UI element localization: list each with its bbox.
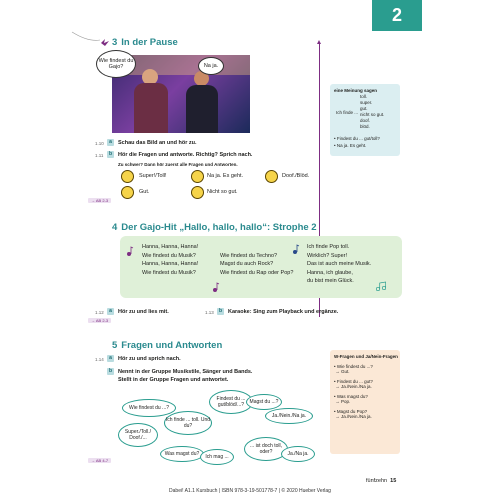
- speech-bubble: Ja./Nein./Na ja.: [265, 408, 313, 424]
- bird-icon: [100, 38, 110, 47]
- lyric-line: Magst du auch Rock?: [220, 261, 274, 267]
- wfragen-item: • Was magst du? → Pop.: [334, 393, 368, 404]
- wfragen-item: • Findest du ... gut? → Ja./Nein./Na ja.: [334, 378, 373, 389]
- speech-bubble-answer: Na ja.: [198, 57, 224, 75]
- smiley-naja-icon: [191, 170, 204, 183]
- track-number: 1.14: [95, 357, 104, 362]
- task-label-a: a: [107, 308, 114, 315]
- workbook-ref: → AB 2-3: [88, 318, 111, 323]
- task-hint: Zu schwer? Dann hör zuerst alle Fragen und Antworten.: [118, 162, 238, 167]
- answer-super: Super!/Toll!: [139, 173, 167, 179]
- lyric-line: Hanna, ich glaube,: [307, 269, 353, 276]
- task-5b-line2: Stellt in der Gruppe Fragen und antwortet.: [118, 377, 229, 383]
- rule-arrow-icon: [317, 40, 321, 44]
- music-note-icon: [376, 281, 386, 291]
- chapter-tab: 2: [372, 0, 422, 31]
- lyric-line: Wie findest du Musik?: [142, 269, 196, 276]
- music-note-icon: [126, 246, 134, 256]
- task-label-b: b: [108, 368, 113, 374]
- smiley-gut-icon: [121, 186, 134, 199]
- task-4b: Karaoke: Sing zum Playback und ergänze.: [228, 309, 339, 315]
- answer-nicht-gut: Nicht so gut.: [207, 189, 238, 195]
- track-number: 1.10: [95, 141, 104, 146]
- section-4-title: 4 Der Gajo-Hit „Hallo, hallo, hallo“: Strophe 2: [112, 222, 317, 233]
- task-5b-line1: Nennt in der Gruppe Musikstile, Sänger und Bands.: [118, 369, 253, 375]
- lyric-line: Hanna, Hanna, Hanna!: [142, 244, 199, 250]
- speech-bubble: ... ist doch toll, oder?: [244, 437, 288, 461]
- wfragen-box-title: W-Fragen und Ja/Nein-Fragen: [334, 354, 398, 359]
- workbook-ref: → AB 2-3: [88, 198, 111, 203]
- opinion-extra: • Findest du ... gut/toll?: [334, 136, 380, 141]
- speech-bubble: Ja./Na ja.: [281, 446, 315, 462]
- task-label-b: b: [218, 308, 223, 314]
- speech-bubble: Super./Toll./ Doof./...: [118, 423, 158, 447]
- track-number: 1.11: [95, 153, 104, 158]
- task-label-a: a: [107, 355, 114, 362]
- lyric-line: Wie findest du Rap oder Pop?: [220, 269, 294, 276]
- lyric-line: Das ist auch meine Musik.: [307, 261, 372, 267]
- wfragen-box: [330, 350, 400, 454]
- opinion-option: blöd.: [360, 124, 370, 129]
- wfragen-item: • Wie findest du ...? → Gut.: [334, 363, 373, 374]
- task-4a: Hör zu und lies mit.: [118, 309, 169, 315]
- smiley-doof-icon: [265, 170, 278, 183]
- section-3-title: 3 In der Pause: [112, 37, 178, 48]
- speech-bubble: Wie findest du ...?: [122, 399, 176, 417]
- workbook-ref: → AB 4-7: [88, 458, 111, 463]
- task-label-a: a: [107, 139, 114, 146]
- lyric-line: Ich finde Pop toll.: [307, 244, 350, 250]
- lyric-line: Wirklich? Super!: [307, 252, 348, 259]
- speech-bubble: Ich mag ...: [200, 449, 234, 465]
- wfragen-item: • Magst du Pop? → Ja./Nein./Na ja.: [334, 408, 372, 419]
- opinion-lead: Ich finde ...: [336, 110, 359, 115]
- lyric-line: du bist mein Glück.: [307, 278, 354, 284]
- speech-bubble: Ich finde ... toll. Und du?: [164, 411, 212, 435]
- task-5a: Hör zu und sprich nach.: [118, 356, 181, 362]
- opinion-option: nicht so gut.: [360, 112, 385, 117]
- lyrics-column-2: [220, 243, 293, 277]
- speech-bubble-question: Wie findest du Gajo?: [96, 50, 136, 78]
- page-number: fünfzehn 15: [366, 478, 397, 484]
- opinion-option: super.: [360, 100, 373, 105]
- lyric-line: [220, 243, 293, 252]
- smiley-super-icon: [121, 170, 134, 183]
- speech-bubble: Was magst du?: [160, 446, 204, 462]
- task-3b: Hör die Fragen und antworte. Richtig? Sprich nach.: [118, 152, 253, 158]
- answer-doof: Doof./Blöd.: [282, 173, 310, 179]
- footer-credits: Dabei! A1.1 Kursbuch | ISBN 978-3-19-501778-7 | © 2020 Hueber Verlag: [169, 488, 331, 494]
- lyric-line: Wie findest du Musik?: [142, 252, 196, 259]
- lyrics-column-1: [142, 243, 198, 277]
- smiley-nicht-gut-icon: [191, 186, 204, 199]
- opinion-option: gut.: [360, 106, 368, 111]
- answer-naja: Na ja. Es geht.: [207, 173, 244, 179]
- speech-bubble: Findest du ... gut/blöd/...?: [209, 390, 253, 414]
- section-5-title: 5 Fragen und Antworten: [112, 340, 223, 351]
- music-note-icon: [212, 282, 220, 292]
- lyrics-column-3: [307, 243, 371, 286]
- task-3a: Schau das Bild an und hör zu.: [118, 140, 197, 146]
- opinion-option: doof.: [360, 118, 371, 123]
- opinion-box-title: eine Meinung sagen: [334, 88, 378, 93]
- task-label-b: b: [108, 151, 113, 157]
- track-number: 1.12: [95, 310, 104, 315]
- track-number: 1.13: [205, 310, 214, 315]
- answer-gut: Gut.: [139, 189, 150, 195]
- speech-bubble: Magst du ...?: [246, 394, 282, 410]
- opinion-extra: • Na ja. Es geht.: [334, 143, 367, 148]
- lyric-line: Hanna, Hanna, Hanna!: [142, 261, 199, 267]
- lyric-line: Wie findest du Techno?: [220, 252, 278, 259]
- opinion-option: toll.: [360, 94, 368, 99]
- opinion-box: [330, 84, 400, 156]
